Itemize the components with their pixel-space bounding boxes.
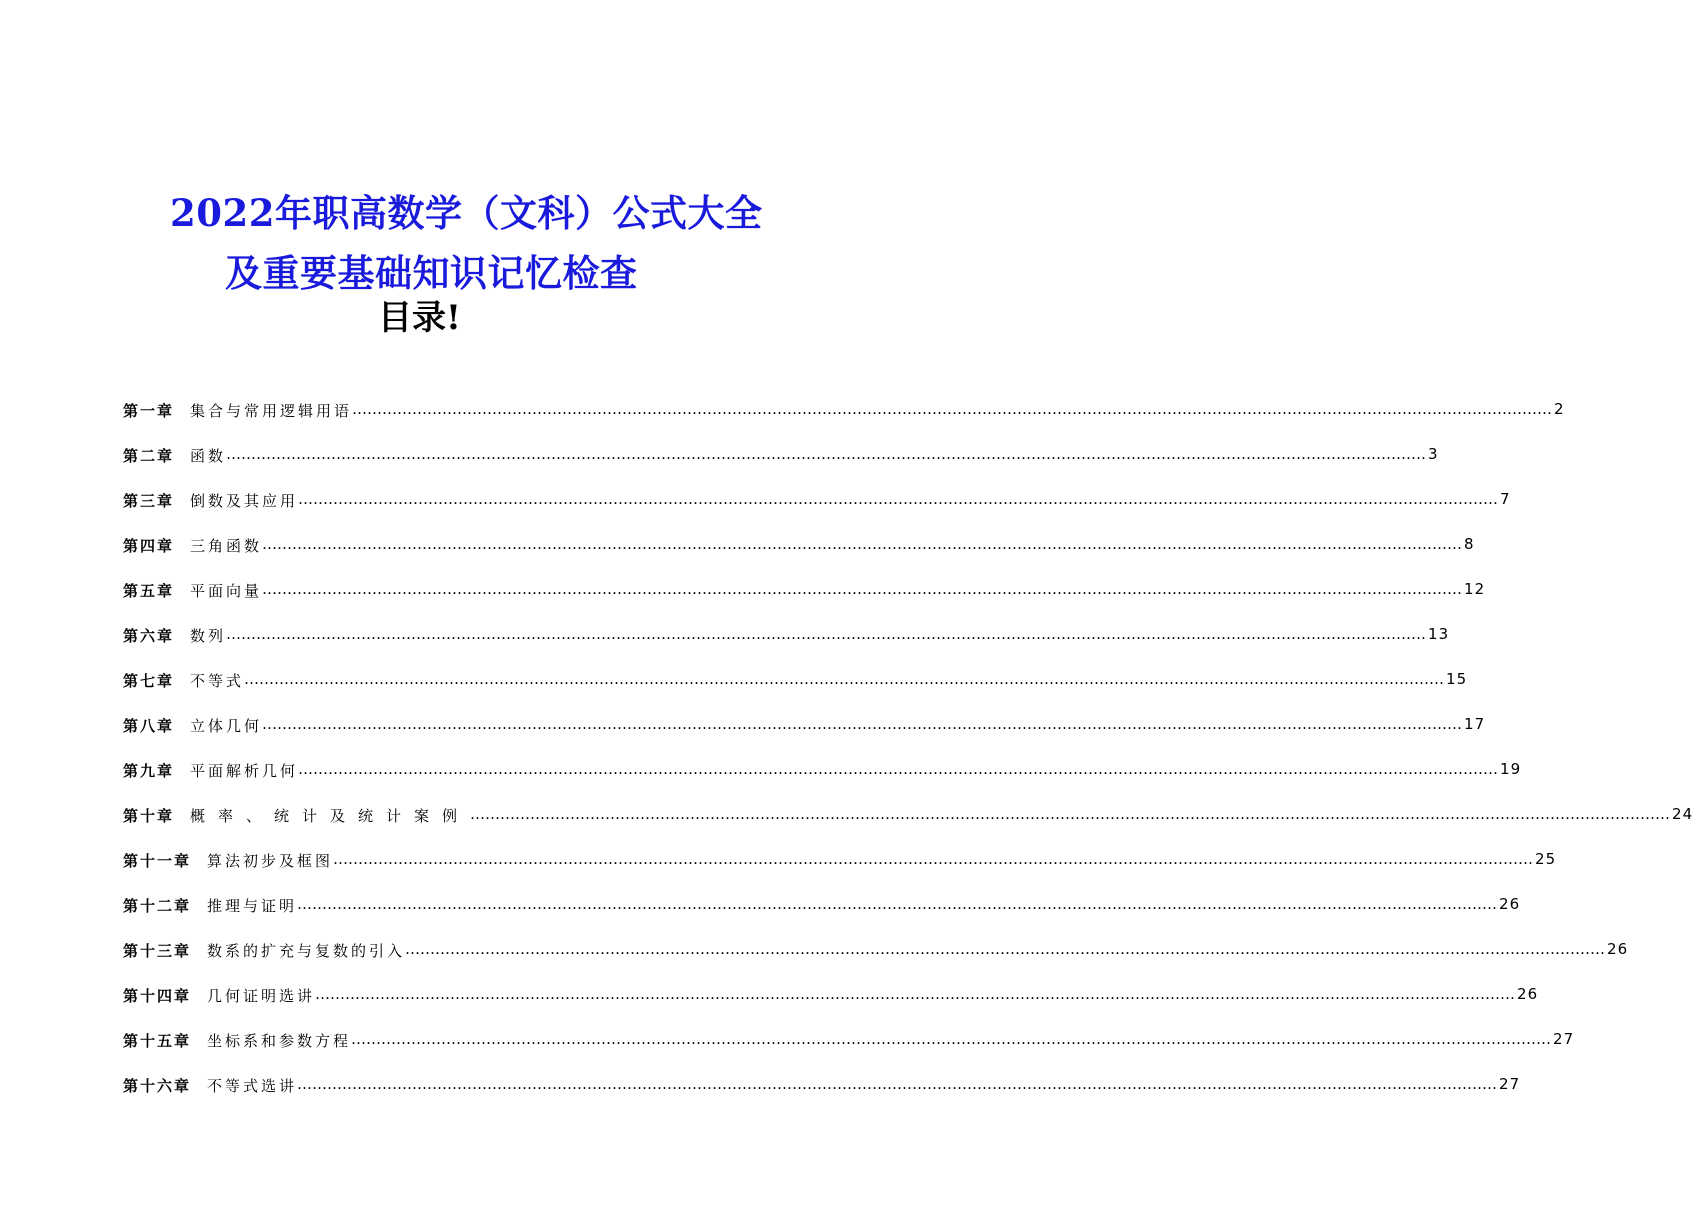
toc-page-number: 27 xyxy=(1499,1075,1521,1093)
toc-entry[interactable] xyxy=(123,850,1557,895)
toc-chapter-title: 坐标系和参数方程 xyxy=(207,1032,352,1050)
toc-entry[interactable] xyxy=(123,625,1450,670)
toc-page-number: 2 xyxy=(1554,400,1565,418)
toc-chapter-number: 第四章 xyxy=(123,537,175,555)
toc-chapter-title: 倒数及其应用 xyxy=(190,492,299,510)
leader-dots: …………………………………………………………………………………………………………………………………………………………………………………………………………………… xyxy=(262,715,1463,733)
toc-chapter-title: 概率、统计及统计案例 xyxy=(190,807,471,825)
toc-page-number: 25 xyxy=(1535,850,1557,868)
toc-chapter-number: 第十四章 xyxy=(123,987,192,1005)
toc-entry[interactable] xyxy=(123,895,1521,940)
table-of-contents xyxy=(123,400,1693,1120)
document-title-line-1: 2022年职高数学（文科）公式大全 xyxy=(170,191,763,235)
toc-chapter-number: 第十三章 xyxy=(123,942,192,960)
document-title-line-2: 及重要基础知识记忆检查 xyxy=(225,251,638,295)
toc-chapter-number: 第十章 xyxy=(123,807,175,825)
toc-heading: 目录! xyxy=(378,298,461,338)
toc-chapter-number: 第十六章 xyxy=(123,1077,192,1095)
leader-dots: …………………………………………………………………………………………………………………………………………………………………………………………………………………… xyxy=(262,580,1463,598)
toc-entry[interactable] xyxy=(123,580,1486,625)
toc-chapter-title: 数系的扩充与复数的引入 xyxy=(207,942,406,960)
toc-chapter-title: 平面解析几何 xyxy=(190,762,299,780)
toc-page-number: 26 xyxy=(1517,985,1539,1003)
toc-chapter-title: 函数 xyxy=(190,447,227,465)
toc-chapter-title: 不等式 xyxy=(190,672,245,690)
toc-page-number: 15 xyxy=(1446,670,1468,688)
toc-chapter-number: 第七章 xyxy=(123,672,175,690)
toc-chapter-number: 第二章 xyxy=(123,447,175,465)
toc-page-number: 27 xyxy=(1553,1030,1575,1048)
toc-entry[interactable] xyxy=(123,715,1486,760)
leader-dots: …………………………………………………………………………………………………………………………………………………………………………………………………………………… xyxy=(351,1030,1552,1048)
leader-dots: …………………………………………………………………………………………………………………………………………………………………………………………………………………… xyxy=(226,625,1427,643)
toc-entry[interactable] xyxy=(123,985,1539,1030)
leader-dots: …………………………………………………………………………………………………………………………………………………………………………………………………………………… xyxy=(262,535,1463,553)
toc-entry[interactable] xyxy=(123,535,1475,580)
toc-chapter-title: 平面向量 xyxy=(190,582,263,600)
toc-page-number: 26 xyxy=(1499,895,1521,913)
toc-entry[interactable] xyxy=(123,760,1522,805)
toc-chapter-title: 推理与证明 xyxy=(207,897,298,915)
leader-dots: …………………………………………………………………………………………………………………………………………………………………………………………………………………… xyxy=(297,895,1498,913)
leader-dots: …………………………………………………………………………………………………………………………………………………………………………………………………………………… xyxy=(226,445,1427,463)
leader-dots: …………………………………………………………………………………………………………………………………………………………………………………………………………………… xyxy=(298,760,1499,778)
leader-dots: …………………………………………………………………………………………………………………………………………………………………………………………………………………… xyxy=(470,805,1671,823)
toc-chapter-number: 第十二章 xyxy=(123,897,192,915)
leader-dots: …………………………………………………………………………………………………………………………………………………………………………………………………………………… xyxy=(315,985,1516,1003)
toc-entry[interactable] xyxy=(123,1075,1521,1120)
toc-chapter-number: 第一章 xyxy=(123,402,175,420)
toc-entry[interactable] xyxy=(123,490,1511,535)
toc-chapter-number: 第十一章 xyxy=(123,852,192,870)
toc-entry[interactable] xyxy=(123,805,1693,850)
toc-page-number: 8 xyxy=(1464,535,1475,553)
toc-page-number: 24 xyxy=(1672,805,1693,823)
toc-entry[interactable] xyxy=(123,445,1439,490)
toc-page-number: 17 xyxy=(1464,715,1486,733)
toc-entry[interactable] xyxy=(123,1030,1575,1075)
toc-page-number: 3 xyxy=(1428,445,1439,463)
toc-page-number: 19 xyxy=(1500,760,1522,778)
toc-page-number: 26 xyxy=(1607,940,1629,958)
toc-chapter-title: 三角函数 xyxy=(190,537,263,555)
toc-entry[interactable] xyxy=(123,670,1468,715)
toc-chapter-title: 数列 xyxy=(190,627,227,645)
toc-chapter-title: 几何证明选讲 xyxy=(207,987,316,1005)
toc-chapter-number: 第十五章 xyxy=(123,1032,192,1050)
leader-dots: …………………………………………………………………………………………………………………………………………………………………………………………………………………… xyxy=(297,1075,1498,1093)
toc-chapter-number: 第三章 xyxy=(123,492,175,510)
toc-chapter-title: 立体几何 xyxy=(190,717,263,735)
leader-dots: …………………………………………………………………………………………………………………………………………………………………………………………………………………… xyxy=(298,490,1499,508)
leader-dots: …………………………………………………………………………………………………………………………………………………………………………………………………………………… xyxy=(333,850,1534,868)
toc-page-number: 13 xyxy=(1428,625,1450,643)
toc-entry[interactable] xyxy=(123,400,1565,445)
toc-entry[interactable] xyxy=(123,940,1629,985)
toc-chapter-number: 第九章 xyxy=(123,762,175,780)
toc-chapter-title: 不等式选讲 xyxy=(207,1077,298,1095)
toc-chapter-number: 第五章 xyxy=(123,582,175,600)
leader-dots: …………………………………………………………………………………………………………………………………………………………………………………………………………………… xyxy=(244,670,1445,688)
toc-page-number: 12 xyxy=(1464,580,1486,598)
toc-page-number: 7 xyxy=(1500,490,1511,508)
leader-dots: …………………………………………………………………………………………………………………………………………………………………………………………………………………… xyxy=(405,940,1606,958)
toc-chapter-number: 第六章 xyxy=(123,627,175,645)
toc-chapter-title: 集合与常用逻辑用语 xyxy=(190,402,353,420)
toc-chapter-number: 第八章 xyxy=(123,717,175,735)
leader-dots: …………………………………………………………………………………………………………………………………………………………………………………………………………………… xyxy=(352,400,1553,418)
toc-chapter-title: 算法初步及框图 xyxy=(207,852,334,870)
